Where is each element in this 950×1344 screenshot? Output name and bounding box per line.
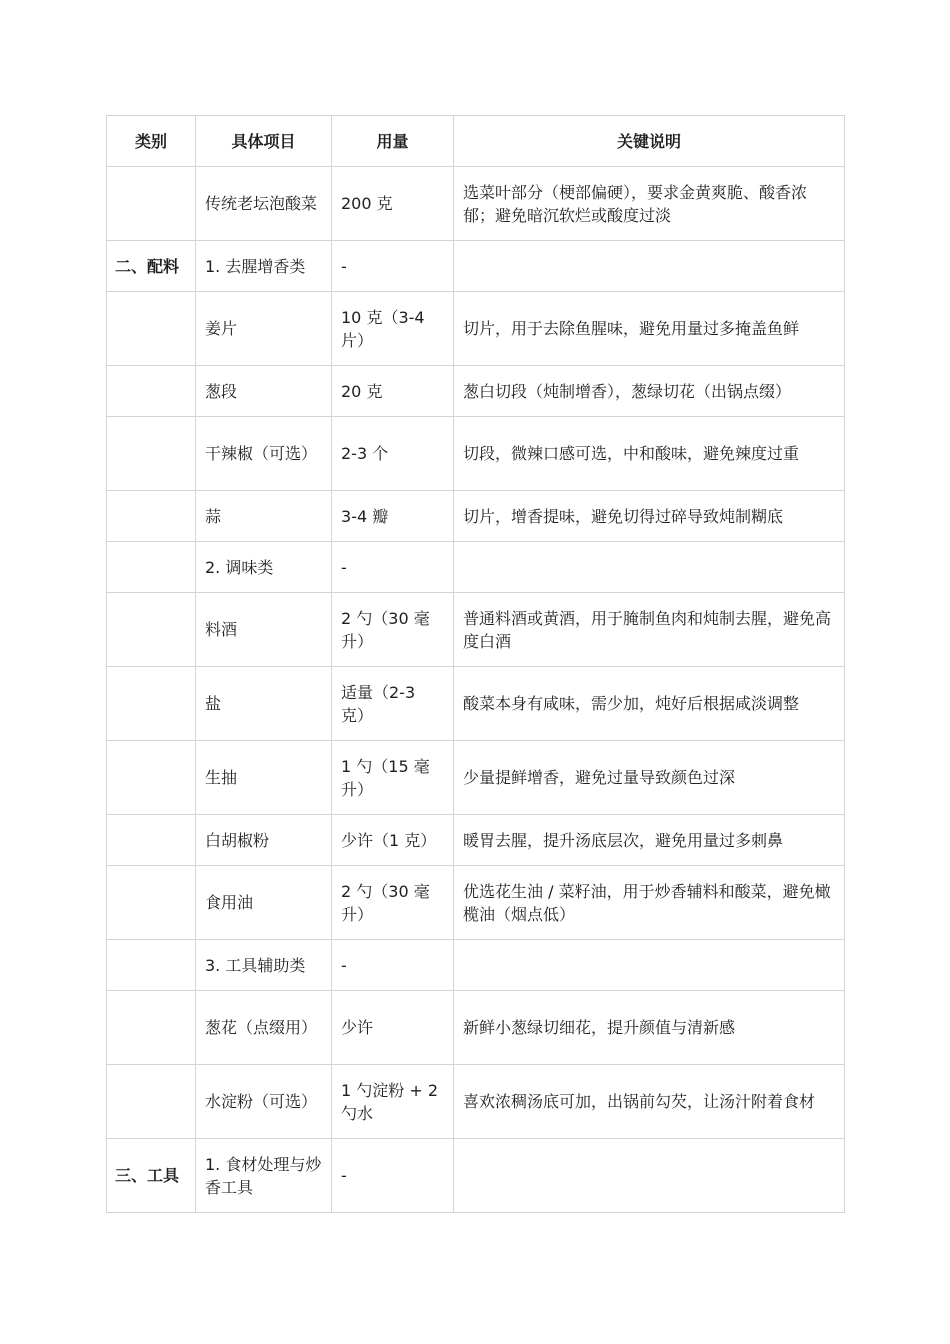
cell-category xyxy=(107,593,196,667)
table-row xyxy=(107,815,845,866)
cell-item: 1. 食材处理与炒香工具 xyxy=(196,1139,332,1213)
header-category: 类别 xyxy=(107,116,196,167)
table-row xyxy=(107,366,845,417)
cell-item: 水淀粉（可选） xyxy=(196,1065,332,1139)
cell-item: 传统老坛泡酸菜 xyxy=(196,167,332,241)
cell-item: 葱段 xyxy=(196,366,332,417)
table-row xyxy=(107,940,845,991)
cell-note: 优选花生油 / 菜籽油，用于炒香辅料和酸菜，避免橄榄油（烟点低） xyxy=(454,866,845,940)
table-row xyxy=(107,292,845,366)
table-row xyxy=(107,542,845,593)
cell-item: 干辣椒（可选） xyxy=(196,417,332,491)
cell-note: 新鲜小葱绿切细花，提升颜值与清新感 xyxy=(454,991,845,1065)
cell-category xyxy=(107,866,196,940)
cell-note: 喜欢浓稠汤底可加，出锅前勾芡，让汤汁附着食材 xyxy=(454,1065,845,1139)
cell-category xyxy=(107,741,196,815)
cell-amount: - xyxy=(332,241,454,292)
cell-note: 切段，微辣口感可选，中和酸味，避免辣度过重 xyxy=(454,417,845,491)
table-header-row xyxy=(107,116,845,167)
cell-note: 选菜叶部分（梗部偏硬），要求金黄爽脆、酸香浓郁；避免暗沉软烂或酸度过淡 xyxy=(454,167,845,241)
cell-amount: 适量（2-3 克） xyxy=(332,667,454,741)
cell-item: 白胡椒粉 xyxy=(196,815,332,866)
cell-amount: 200 克 xyxy=(332,167,454,241)
table-row xyxy=(107,491,845,542)
cell-amount: - xyxy=(332,1139,454,1213)
table-row xyxy=(107,741,845,815)
cell-amount: 2 勺（30 毫升） xyxy=(332,866,454,940)
cell-note: 普通料酒或黄酒，用于腌制鱼肉和炖制去腥，避免高度白酒 xyxy=(454,593,845,667)
table-row xyxy=(107,1139,845,1213)
cell-amount: - xyxy=(332,940,454,991)
header-item: 具体项目 xyxy=(196,116,332,167)
header-note: 关键说明 xyxy=(454,116,845,167)
cell-item: 蒜 xyxy=(196,491,332,542)
cell-note xyxy=(454,542,845,593)
cell-note: 少量提鲜增香，避免过量导致颜色过深 xyxy=(454,741,845,815)
header-amount: 用量 xyxy=(332,116,454,167)
cell-amount: 2 勺（30 毫升） xyxy=(332,593,454,667)
cell-category xyxy=(107,292,196,366)
cell-amount: - xyxy=(332,542,454,593)
cell-item: 盐 xyxy=(196,667,332,741)
cell-amount: 少许 xyxy=(332,991,454,1065)
cell-note: 暖胃去腥，提升汤底层次，避免用量过多刺鼻 xyxy=(454,815,845,866)
cell-item: 食用油 xyxy=(196,866,332,940)
cell-category xyxy=(107,417,196,491)
cell-category xyxy=(107,542,196,593)
table-row xyxy=(107,991,845,1065)
cell-amount: 3-4 瓣 xyxy=(332,491,454,542)
cell-note: 酸菜本身有咸味，需少加，炖好后根据咸淡调整 xyxy=(454,667,845,741)
cell-category xyxy=(107,815,196,866)
cell-amount: 2-3 个 xyxy=(332,417,454,491)
cell-category: 二、配料 xyxy=(107,241,196,292)
cell-item: 3. 工具辅助类 xyxy=(196,940,332,991)
cell-note xyxy=(454,241,845,292)
cell-item: 生抽 xyxy=(196,741,332,815)
ingredients-table xyxy=(106,115,845,1213)
cell-item: 姜片 xyxy=(196,292,332,366)
cell-note: 切片，用于去除鱼腥味，避免用量过多掩盖鱼鲜 xyxy=(454,292,845,366)
cell-amount: 1 勺（15 毫升） xyxy=(332,741,454,815)
cell-item: 葱花（点缀用） xyxy=(196,991,332,1065)
cell-item: 1. 去腥增香类 xyxy=(196,241,332,292)
cell-note xyxy=(454,1139,845,1213)
table-row xyxy=(107,1065,845,1139)
cell-note: 切片，增香提味，避免切得过碎导致炖制糊底 xyxy=(454,491,845,542)
cell-category xyxy=(107,667,196,741)
cell-category xyxy=(107,167,196,241)
table-row xyxy=(107,417,845,491)
table-row xyxy=(107,667,845,741)
cell-category: 三、工具 xyxy=(107,1139,196,1213)
cell-amount: 1 勺淀粉 + 2 勺水 xyxy=(332,1065,454,1139)
cell-category xyxy=(107,940,196,991)
cell-note xyxy=(454,940,845,991)
table-row xyxy=(107,866,845,940)
cell-category xyxy=(107,366,196,417)
cell-category xyxy=(107,1065,196,1139)
table-row xyxy=(107,593,845,667)
cell-amount: 10 克（3-4 片） xyxy=(332,292,454,366)
cell-item: 料酒 xyxy=(196,593,332,667)
table-row xyxy=(107,167,845,241)
table-row xyxy=(107,241,845,292)
cell-category xyxy=(107,491,196,542)
cell-amount: 20 克 xyxy=(332,366,454,417)
cell-amount: 少许（1 克） xyxy=(332,815,454,866)
cell-note: 葱白切段（炖制增香），葱绿切花（出锅点缀） xyxy=(454,366,845,417)
cell-category xyxy=(107,991,196,1065)
cell-item: 2. 调味类 xyxy=(196,542,332,593)
